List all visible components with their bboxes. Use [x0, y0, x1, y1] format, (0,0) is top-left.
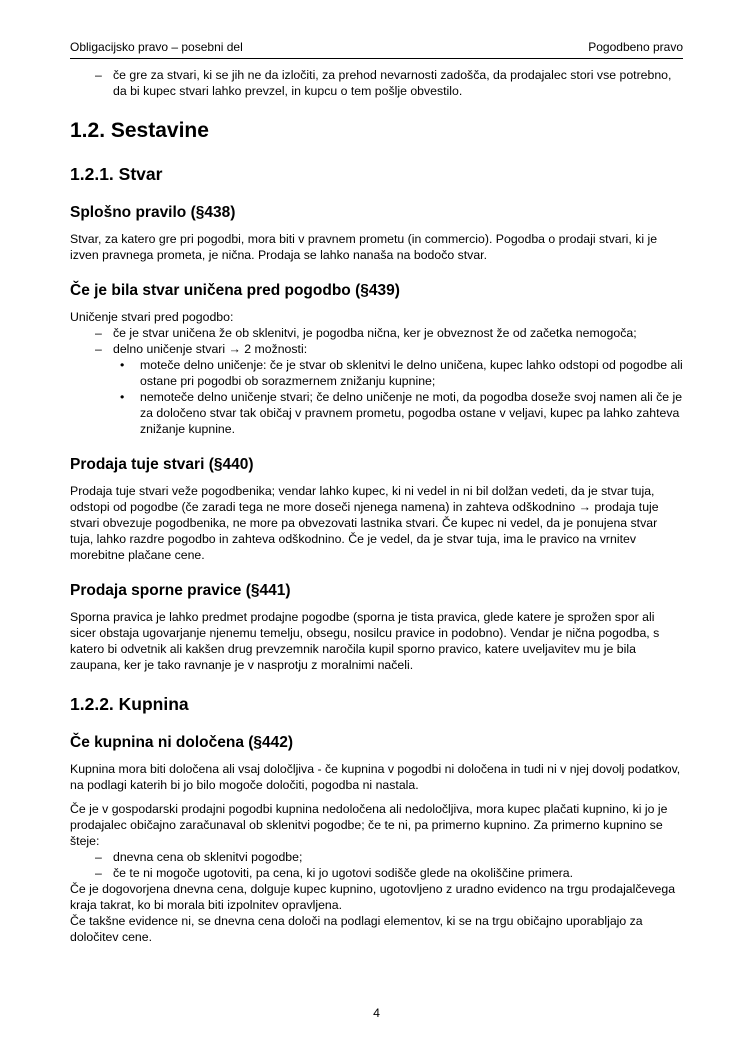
paragraph-kupnina-4: Če takšne evidence ni, se dnevna cena določi na podlagi elementov, ki se na trgu običajno uporabljajo za določitev cene.	[70, 914, 643, 944]
heading-prodaja-tuje-stvari-440: Prodaja tuje stvari (§440)	[70, 456, 254, 473]
list-item-text: dnevna cena ob sklenitvi pogodbe;	[113, 850, 303, 864]
page-footer	[70, 1005, 683, 1021]
paragraph-prodaja-sporne-pravice: Sporna pravica je lahko predmet prodajne pogodbe (sporna je tista pravica, glede katere je sprožen spor ali sicer obstaja ugovarjanje njenemu temelju, obsegu, nosilcu pravice in podobno). Vendar je nična pogodba, s katero bi odvetnik ali kakšen drug prevzemnik naročila kupil sporno pravico, katere uveljavitev mu je bila zaupana, ker je tako ravnanje je v nasprotju z moralnimi načeli.	[70, 610, 660, 672]
dash-marker: –	[95, 326, 102, 340]
dash-marker: –	[95, 342, 102, 356]
paragraph-kupnina-1: Kupnina mora biti določena ali vsaj določljiva - če kupnina v pogodbi ni določena in tudi ni v njej dovolj podatkov, na podlagi katerih bi jo bilo mogoče določiti, pogodba ni nastala.	[70, 762, 681, 792]
list-item	[70, 325, 683, 341]
subsection-heading-stvar: 1.2.1. Stvar	[70, 164, 163, 184]
list-item-text: nemoteče delno uničenje stvari; če delno uničenje ne moti, da pogodba doseže svoj namen ali če je za določeno stvar tak običaj v pravnem prometu, pogodba ostane v veljavi, kupec pa lahko zahteva znižanje kupnine.	[140, 390, 683, 436]
list-item-text: če je stvar uničena že ob sklenitvi, je pogodba nična, ker je obveznost že od začetka nemogoča;	[113, 326, 637, 340]
kupnina-dash-list	[70, 849, 683, 881]
list-item-text: če te ni mogoče ugotoviti, pa cena, ki jo ugotovi sodišče glede na okoliščine primera.	[113, 866, 574, 880]
list-item	[70, 67, 683, 99]
list-item-text: delno uničenje stvari → 2 možnosti:	[113, 342, 308, 356]
list-item-text: moteče delno uničenje: če je stvar ob sklenitvi le delno uničena, kupec lahko odstopi od pogodbe ali ostane pri pogodbi ob sorazmernem znižanju kupnine;	[140, 358, 683, 388]
paragraph-splosno-pravilo: Stvar, za katero gre pri pogodbi, mora biti v pravnem prometu (in commercio). Pogodba o prodaji stvari, ki je izven pravnega prometa, je nična. Prodaja se lahko nanaša na bodočo stvar.	[70, 232, 658, 262]
paragraph-kupnina-3: Če je dogovorjena dnevna cena, dolguje kupec kupnino, ugotovljeno z uradno evidenco na trgu prodajalčevega kraja takrat, ko bi morala biti izpolnitev opravljena.	[70, 882, 676, 912]
intro-dash-list	[70, 67, 683, 99]
paragraph-unicenje-intro: Uničenje stvari pred pogodbo:	[70, 310, 234, 324]
header-right-title: Pogodbeno pravo	[588, 40, 683, 54]
dash-marker: –	[95, 850, 102, 864]
paragraph-prodaja-tuje-stvari: Prodaja tuje stvari veže pogodbenika; vendar lahko kupec, ki ni vedel in ni bil dolžan vedeti, da je stvar tuja, odstopi od pogodbe (če zaradi tega ne more doseči njenega namena) in zahteva odškodnino → prodaja tuje stvari obvezuje pogodbenika, ne more pa obvezovati lastnika stvari. Če kupec ni vedel, da je ponujena stvar tuja, lahko razdre pogodbo in zahteva odškodnino. Če je vedel, da je stvar tuja, ima le pravico na vrnitev morebitne plačane cene.	[70, 484, 659, 562]
paragraph-kupnina-2: Če je v gospodarski prodajni pogodbi kupnina nedoločena ali nedoločljiva, mora kupec plačati kupnino, ki jo je prodajalec običajno zaračunaval ob sklenitvi pogodbe; če te ni, pa primerno kupnino. Za primerno kupnino se šteje:	[70, 802, 668, 848]
list-item	[70, 357, 683, 389]
unicenje-dash-list	[70, 325, 683, 437]
list-item	[70, 849, 683, 865]
heading-prodaja-sporne-pravice-441: Prodaja sporne pravice (§441)	[70, 582, 291, 599]
subsection-heading-kupnina: 1.2.2. Kupnina	[70, 694, 189, 714]
section-heading-sestavine: 1.2. Sestavine	[70, 119, 209, 142]
list-item-text: če gre za stvari, ki se jih ne da izločiti, za prehod nevarnosti zadošča, da prodajalec stori vse potrebno, da bi kupec stvari lahko prevzel, in kupcu o tem pošlje obvestilo.	[113, 68, 672, 98]
list-item	[70, 865, 683, 881]
page-header	[70, 0, 683, 59]
bullet-marker: •	[120, 390, 125, 404]
heading-splosno-pravilo-438: Splošno pravilo (§438)	[70, 204, 236, 221]
list-item	[70, 389, 683, 437]
dash-marker: –	[95, 866, 102, 880]
heading-kupnina-ni-dolocena-442: Če kupnina ni določena (§442)	[70, 734, 294, 751]
dash-marker: –	[95, 68, 102, 82]
list-item	[70, 341, 683, 357]
header-left-title: Obligacijsko pravo – posebni del	[70, 40, 243, 54]
page-number: 4	[373, 1006, 380, 1020]
heading-stvar-unicena-439: Če je bila stvar uničena pred pogodbo (§439)	[70, 282, 400, 299]
bullet-marker: •	[120, 358, 125, 372]
